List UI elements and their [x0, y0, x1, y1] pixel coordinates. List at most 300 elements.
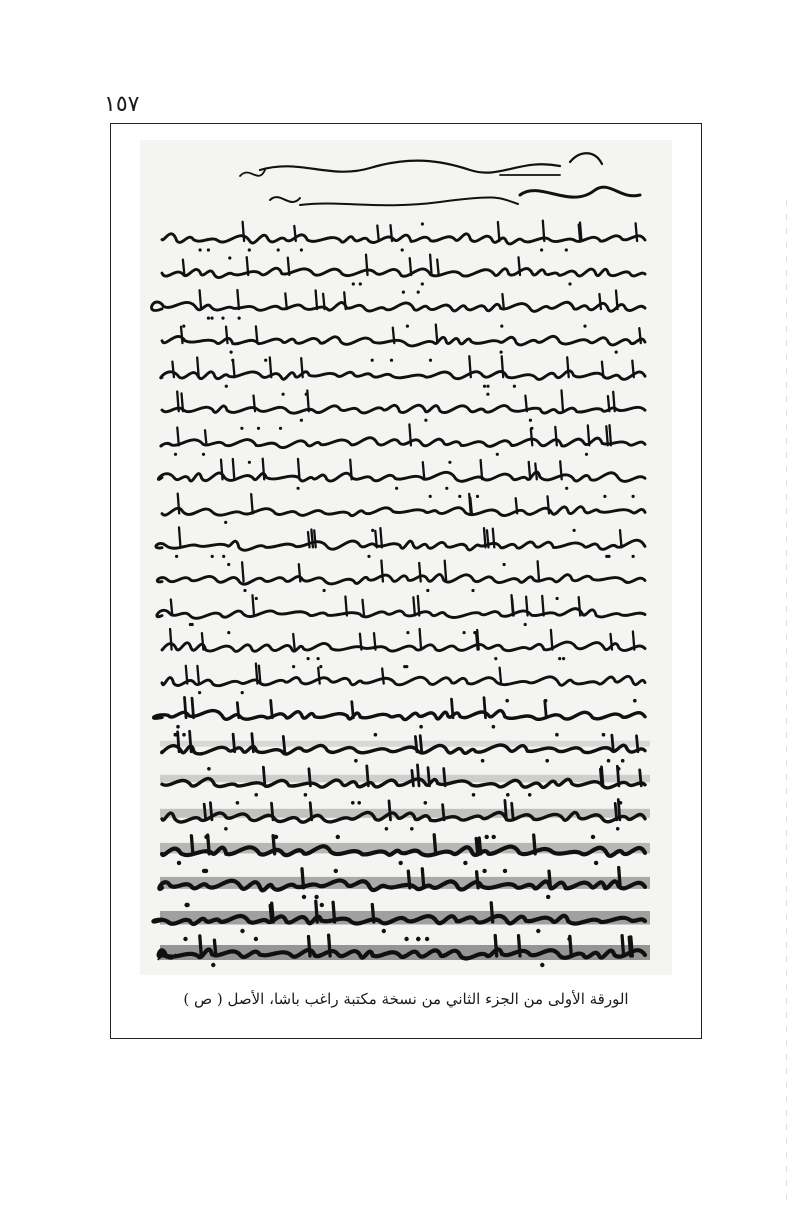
manuscript-dot	[238, 317, 241, 320]
manuscript-ascender	[484, 698, 486, 718]
manuscript-dot	[182, 325, 185, 328]
manuscript-dot	[424, 801, 428, 805]
manuscript-dot	[500, 325, 503, 328]
manuscript-ascender	[519, 257, 521, 275]
manuscript-dot	[319, 665, 322, 668]
manuscript-dot	[207, 767, 211, 771]
manuscript-ascender	[498, 222, 500, 241]
manuscript-dot	[204, 835, 208, 839]
manuscript-dot	[425, 937, 429, 941]
manuscript-line	[162, 642, 645, 651]
manuscript-dot	[184, 903, 188, 907]
manuscript-line	[162, 405, 645, 413]
manuscript-dot	[565, 487, 568, 490]
manuscript-smudge	[160, 877, 650, 889]
manuscript-dot	[320, 903, 324, 907]
manuscript-dot	[429, 359, 432, 362]
manuscript-dot	[236, 801, 240, 805]
manuscript-ascender	[560, 461, 562, 479]
manuscript-smudge	[160, 809, 650, 818]
manuscript-dot	[421, 222, 424, 225]
manuscript-dot	[371, 359, 374, 362]
manuscript-smudge	[160, 741, 650, 747]
manuscript-line	[162, 234, 645, 244]
manuscript-dot	[496, 453, 499, 456]
manuscript-dot	[224, 827, 228, 831]
manuscript-dot	[500, 351, 503, 354]
manuscript-ascender	[345, 597, 347, 616]
manuscript-smudge	[160, 775, 650, 783]
manuscript-dot	[174, 733, 178, 737]
manuscript-dot	[615, 351, 618, 354]
manuscript-dot	[545, 759, 549, 763]
manuscript-dot	[207, 317, 210, 320]
manuscript-dot	[231, 359, 234, 362]
manuscript-dot	[607, 555, 610, 558]
manuscript-dot	[472, 793, 476, 797]
manuscript-ascender	[251, 494, 253, 513]
manuscript-dot	[445, 487, 448, 490]
manuscript-ascender	[484, 528, 486, 547]
manuscript-ascender	[542, 596, 544, 616]
manuscript-dot	[248, 248, 251, 251]
manuscript-ascender	[352, 702, 354, 718]
manuscript-dot	[207, 248, 210, 251]
manuscript-dot	[211, 963, 215, 967]
manuscript-ascender	[588, 425, 590, 445]
manuscript-dot	[304, 793, 308, 797]
manuscript-ascender	[360, 634, 362, 650]
manuscript-dot	[401, 248, 404, 251]
manuscript-dot	[323, 589, 326, 592]
manuscript-dot	[189, 623, 192, 626]
manuscript-ascender	[183, 260, 185, 275]
manuscript-dot	[483, 385, 486, 388]
manuscript-dot	[524, 623, 527, 626]
manuscript-dot	[182, 733, 186, 737]
manuscript-dot	[492, 725, 496, 729]
manuscript-dot	[410, 827, 414, 831]
manuscript-dot	[406, 325, 409, 328]
manuscript-dot	[619, 801, 623, 805]
manuscript-dot	[562, 657, 565, 660]
manuscript-ascender	[323, 294, 325, 309]
manuscript-dot	[513, 385, 516, 388]
manuscript-ascender	[548, 496, 550, 513]
manuscript-dot	[585, 453, 588, 456]
manuscript-ascender	[413, 597, 415, 615]
manuscript-dot	[528, 793, 532, 797]
manuscript-line	[161, 438, 645, 448]
manuscript-ascender	[551, 630, 553, 650]
manuscript-ascender	[377, 226, 379, 242]
manuscript-dot	[417, 291, 420, 294]
manuscript-ascender	[632, 361, 634, 378]
manuscript-ascender	[294, 226, 296, 241]
manuscript-ascender	[481, 460, 483, 479]
manuscript-dot	[224, 521, 227, 524]
manuscript-ascender	[200, 290, 202, 309]
manuscript-line	[154, 711, 645, 720]
manuscript-ascender	[271, 700, 273, 717]
manuscript-ascender	[545, 701, 547, 718]
manuscript-ascender	[610, 425, 612, 445]
manuscript-dot	[279, 427, 282, 430]
manuscript-ascender	[205, 430, 207, 445]
manuscript-dot	[175, 555, 178, 558]
manuscript-dot	[621, 759, 625, 763]
manuscript-dot	[555, 733, 559, 737]
manuscript-ascender	[393, 328, 395, 344]
manuscript-dot	[264, 359, 267, 362]
manuscript-dot	[565, 248, 568, 251]
manuscript-smudge	[160, 843, 650, 854]
manuscript-line	[156, 540, 645, 550]
manuscript-dot	[297, 487, 300, 490]
manuscript-ascender	[316, 290, 318, 309]
manuscript-ascender	[179, 527, 181, 547]
manuscript-dot	[421, 282, 424, 285]
manuscript-ascender	[452, 699, 454, 718]
manuscript-ascender	[470, 498, 472, 514]
manuscript-dot	[352, 282, 355, 285]
manuscript-ascender	[311, 530, 313, 548]
manuscript-ascender	[567, 357, 569, 377]
manuscript-dot	[227, 631, 230, 634]
manuscript-dot	[314, 895, 318, 899]
manuscript-dot	[222, 555, 225, 558]
manuscript-line	[158, 472, 645, 482]
manuscript-dot	[603, 495, 606, 498]
manuscript-ascender	[237, 290, 239, 309]
manuscript-dot	[300, 419, 303, 422]
manuscript-dot	[248, 461, 251, 464]
manuscript-ascender	[436, 325, 438, 344]
manuscript-ascender	[233, 362, 235, 378]
manuscript-ascender	[410, 258, 412, 275]
manuscript-ascender	[487, 530, 489, 547]
manuscript-ascender	[445, 561, 447, 582]
manuscript-dot	[177, 861, 181, 865]
manuscript-dot	[632, 555, 635, 558]
manuscript-line	[152, 302, 645, 311]
manuscript-body-lines	[152, 221, 650, 968]
manuscript-dot	[274, 835, 278, 839]
manuscript-ascender	[636, 223, 638, 241]
manuscript-dot	[424, 419, 427, 422]
manuscript-ascender	[381, 561, 383, 582]
manuscript-ascender	[608, 396, 610, 411]
manuscript-dot	[336, 835, 340, 839]
manuscript-dot	[382, 929, 386, 933]
manuscript-dot	[240, 929, 244, 933]
manuscript-ascender	[243, 222, 245, 241]
manuscript-ascender	[502, 294, 504, 309]
manuscript-dot	[486, 393, 489, 396]
manuscript-dot	[202, 869, 206, 873]
manuscript-ascender	[420, 629, 422, 650]
manuscript-dot	[607, 759, 611, 763]
manuscript-ascender	[526, 597, 528, 616]
manuscript-dot	[225, 385, 228, 388]
manuscript-dot	[419, 725, 423, 729]
manuscript-dot	[540, 248, 543, 251]
chapter-heading-script	[270, 187, 640, 205]
manuscript-ascender	[233, 459, 235, 479]
manuscript-dot	[406, 631, 409, 634]
manuscript-line	[162, 268, 645, 277]
manuscript-ascender	[639, 328, 641, 343]
manuscript-dot	[536, 929, 540, 933]
manuscript-ascender	[555, 427, 557, 445]
manuscript-dot	[390, 359, 393, 362]
manuscript-dot	[230, 351, 233, 354]
manuscript-dot	[292, 665, 295, 668]
manuscript-dot	[277, 248, 280, 251]
manuscript-dot	[426, 589, 429, 592]
manuscript-dot	[463, 631, 466, 634]
manuscript-dot	[254, 793, 258, 797]
manuscript-dot	[399, 861, 403, 865]
manuscript-dot	[402, 291, 405, 294]
manuscript-ascender	[253, 595, 255, 615]
manuscript-ascender	[293, 634, 295, 650]
manuscript-dot	[367, 555, 370, 558]
manuscript-dot	[371, 529, 374, 532]
page-number: ١٥٧	[104, 92, 140, 117]
manuscript-dot	[211, 555, 214, 558]
manuscript-dot	[591, 835, 595, 839]
manuscript-ascender	[182, 393, 184, 411]
manuscript-line	[162, 676, 645, 685]
manuscript-ascender	[543, 221, 545, 241]
manuscript-dot	[482, 869, 486, 873]
page-edge-shadow	[786, 200, 787, 1200]
manuscript-line	[162, 336, 645, 346]
manuscript-ascender	[263, 459, 265, 480]
manuscript-dot	[300, 248, 303, 251]
manuscript-dot	[505, 699, 509, 703]
manuscript-ascender	[344, 292, 346, 309]
manuscript-ascender	[301, 358, 303, 377]
manuscript-smudge	[160, 911, 650, 925]
manuscript-ascender	[308, 532, 310, 547]
manuscript-ascender	[254, 396, 256, 412]
manuscript-dot	[503, 563, 506, 566]
manuscript-handwriting	[140, 140, 672, 975]
manuscript-dot	[463, 861, 467, 865]
manuscript-ascender	[606, 426, 608, 445]
manuscript-dot	[556, 597, 559, 600]
manuscript-dot	[282, 393, 285, 396]
manuscript-dot	[374, 733, 378, 737]
manuscript-dot	[558, 657, 561, 660]
manuscript-ascender	[270, 357, 272, 377]
manuscript-dot	[486, 385, 489, 388]
manuscript-ascender	[409, 424, 411, 445]
manuscript-line	[162, 507, 645, 516]
manuscript-ascender	[178, 494, 180, 514]
manuscript-ascender	[247, 257, 249, 275]
manuscript-dot	[183, 937, 187, 941]
manuscript-dot	[530, 427, 533, 430]
manuscript-dot	[254, 937, 258, 941]
manuscript-dot	[546, 895, 550, 899]
manuscript-dot	[485, 835, 489, 839]
manuscript-dot	[227, 563, 230, 566]
manuscript-dot	[243, 589, 246, 592]
manuscript-ascender	[259, 666, 261, 684]
manuscript-dot	[429, 495, 432, 498]
manuscript-ascender	[529, 462, 531, 479]
manuscript-ascender	[477, 630, 479, 650]
manuscript-ascender	[314, 530, 316, 547]
manuscript-dot	[317, 657, 320, 660]
manuscript-ascender	[382, 669, 384, 684]
manuscript-ascender	[493, 529, 495, 548]
manuscript-ascender	[226, 327, 228, 344]
manuscript-dot	[494, 657, 497, 660]
manuscript-dot	[385, 827, 389, 831]
manuscript-dot	[594, 861, 598, 865]
manuscript-ascender	[197, 666, 199, 684]
manuscript-dot	[448, 461, 451, 464]
manuscript-dot	[210, 317, 213, 320]
manuscript-dot	[395, 487, 398, 490]
manuscript-ascender	[237, 703, 239, 718]
manuscript-ascender	[177, 392, 179, 412]
manuscript-ascender	[197, 358, 199, 378]
manuscript-ascender	[185, 697, 187, 717]
manuscript-ascender	[172, 362, 174, 378]
manuscript-dot	[403, 665, 406, 668]
manuscript-ascender	[181, 327, 183, 343]
manuscript-ascender	[516, 498, 518, 513]
manuscript-image	[140, 140, 672, 975]
manuscript-ascender	[633, 632, 635, 650]
manuscript-ascender	[375, 531, 377, 548]
manuscript-line	[157, 574, 645, 584]
manuscript-ascender	[256, 326, 258, 343]
manuscript-dot	[240, 427, 243, 430]
manuscript-dot	[573, 529, 576, 532]
manuscript-ascender	[221, 460, 223, 480]
manuscript-ascender	[171, 600, 173, 616]
manuscript-ascender	[599, 294, 601, 309]
manuscript-dot	[471, 589, 474, 592]
manuscript-ascender	[391, 225, 393, 241]
manuscript-dot	[255, 597, 258, 600]
manuscript-dot	[221, 317, 224, 320]
manuscript-dot	[633, 699, 637, 703]
manuscript-dot	[302, 895, 306, 899]
manuscript-ascender	[177, 428, 179, 446]
manuscript-dot	[202, 453, 205, 456]
manuscript-line	[157, 609, 645, 619]
manuscript-ascender	[616, 291, 618, 310]
manuscript-dot	[198, 691, 201, 694]
manuscript-smudge	[160, 945, 650, 960]
manuscript-ascender	[535, 464, 537, 480]
manuscript-ascender	[192, 698, 194, 718]
manuscript-ascender	[562, 390, 564, 411]
manuscript-dot	[257, 427, 260, 430]
manuscript-ascender	[469, 356, 471, 377]
manuscript-dot	[241, 691, 244, 694]
manuscript-dot	[228, 256, 231, 259]
manuscript-dot	[506, 793, 510, 797]
manuscript-header-line	[240, 153, 602, 176]
manuscript-dot	[567, 937, 571, 941]
manuscript-ascender	[350, 460, 352, 480]
manuscript-dot	[416, 937, 420, 941]
manuscript-ascender	[380, 528, 382, 547]
manuscript-ascender	[298, 459, 300, 479]
manuscript-ascender	[418, 596, 420, 616]
manuscript-ascender	[242, 562, 244, 581]
manuscript-ascender	[288, 258, 290, 275]
manuscript-ascender	[186, 666, 188, 684]
manuscript-ascender	[285, 293, 287, 309]
manuscript-dot	[529, 419, 532, 422]
manuscript-dot	[305, 393, 308, 396]
manuscript-dot	[199, 248, 202, 251]
manuscript-dot	[544, 699, 548, 703]
manuscript-dot	[458, 495, 461, 498]
manuscript-dot	[492, 835, 496, 839]
manuscript-ascender	[437, 260, 439, 276]
manuscript-ascender	[423, 462, 425, 479]
manuscript-dot	[476, 495, 479, 498]
manuscript-dot	[174, 453, 177, 456]
manuscript-ascender	[502, 356, 504, 377]
manuscript-ascender	[256, 664, 258, 684]
manuscript-ascender	[366, 255, 368, 275]
manuscript-dot	[617, 767, 621, 771]
manuscript-dot	[540, 963, 544, 967]
manuscript-ascender	[531, 429, 533, 445]
manuscript-ascender	[602, 362, 604, 378]
manuscript-ascender	[299, 564, 301, 581]
manuscript-ascender	[500, 668, 502, 684]
manuscript-dot	[354, 759, 358, 763]
manuscript-ascender	[611, 634, 613, 650]
manuscript-dot	[404, 937, 408, 941]
manuscript-dot	[176, 725, 180, 729]
manuscript-ascender	[374, 633, 376, 649]
manuscript-ascender	[525, 396, 527, 412]
manuscript-ascender	[318, 668, 320, 684]
manuscript-ascender	[202, 633, 204, 650]
manuscript-dot	[473, 631, 476, 634]
manuscript-dot	[481, 759, 485, 763]
manuscript-dot	[357, 801, 361, 805]
manuscript-dot	[602, 733, 606, 737]
manuscript-ascender	[620, 530, 622, 547]
manuscript-dot	[351, 801, 355, 805]
manuscript-dot	[568, 282, 571, 285]
manuscript-ascender	[613, 392, 615, 411]
manuscript-ascender	[170, 629, 172, 650]
manuscript-dot	[307, 657, 310, 660]
manuscript-ascender	[363, 600, 365, 616]
manuscript-ascender	[538, 561, 540, 581]
figure-caption: الورقة الأولى من الجزء الثاني من نسخة مكتبة راغب باشا، الأصل ( ص )	[183, 990, 629, 1008]
manuscript-dot	[583, 325, 586, 328]
manuscript-ascender	[512, 599, 514, 616]
manuscript-dot	[632, 495, 635, 498]
manuscript-dot	[503, 869, 507, 873]
